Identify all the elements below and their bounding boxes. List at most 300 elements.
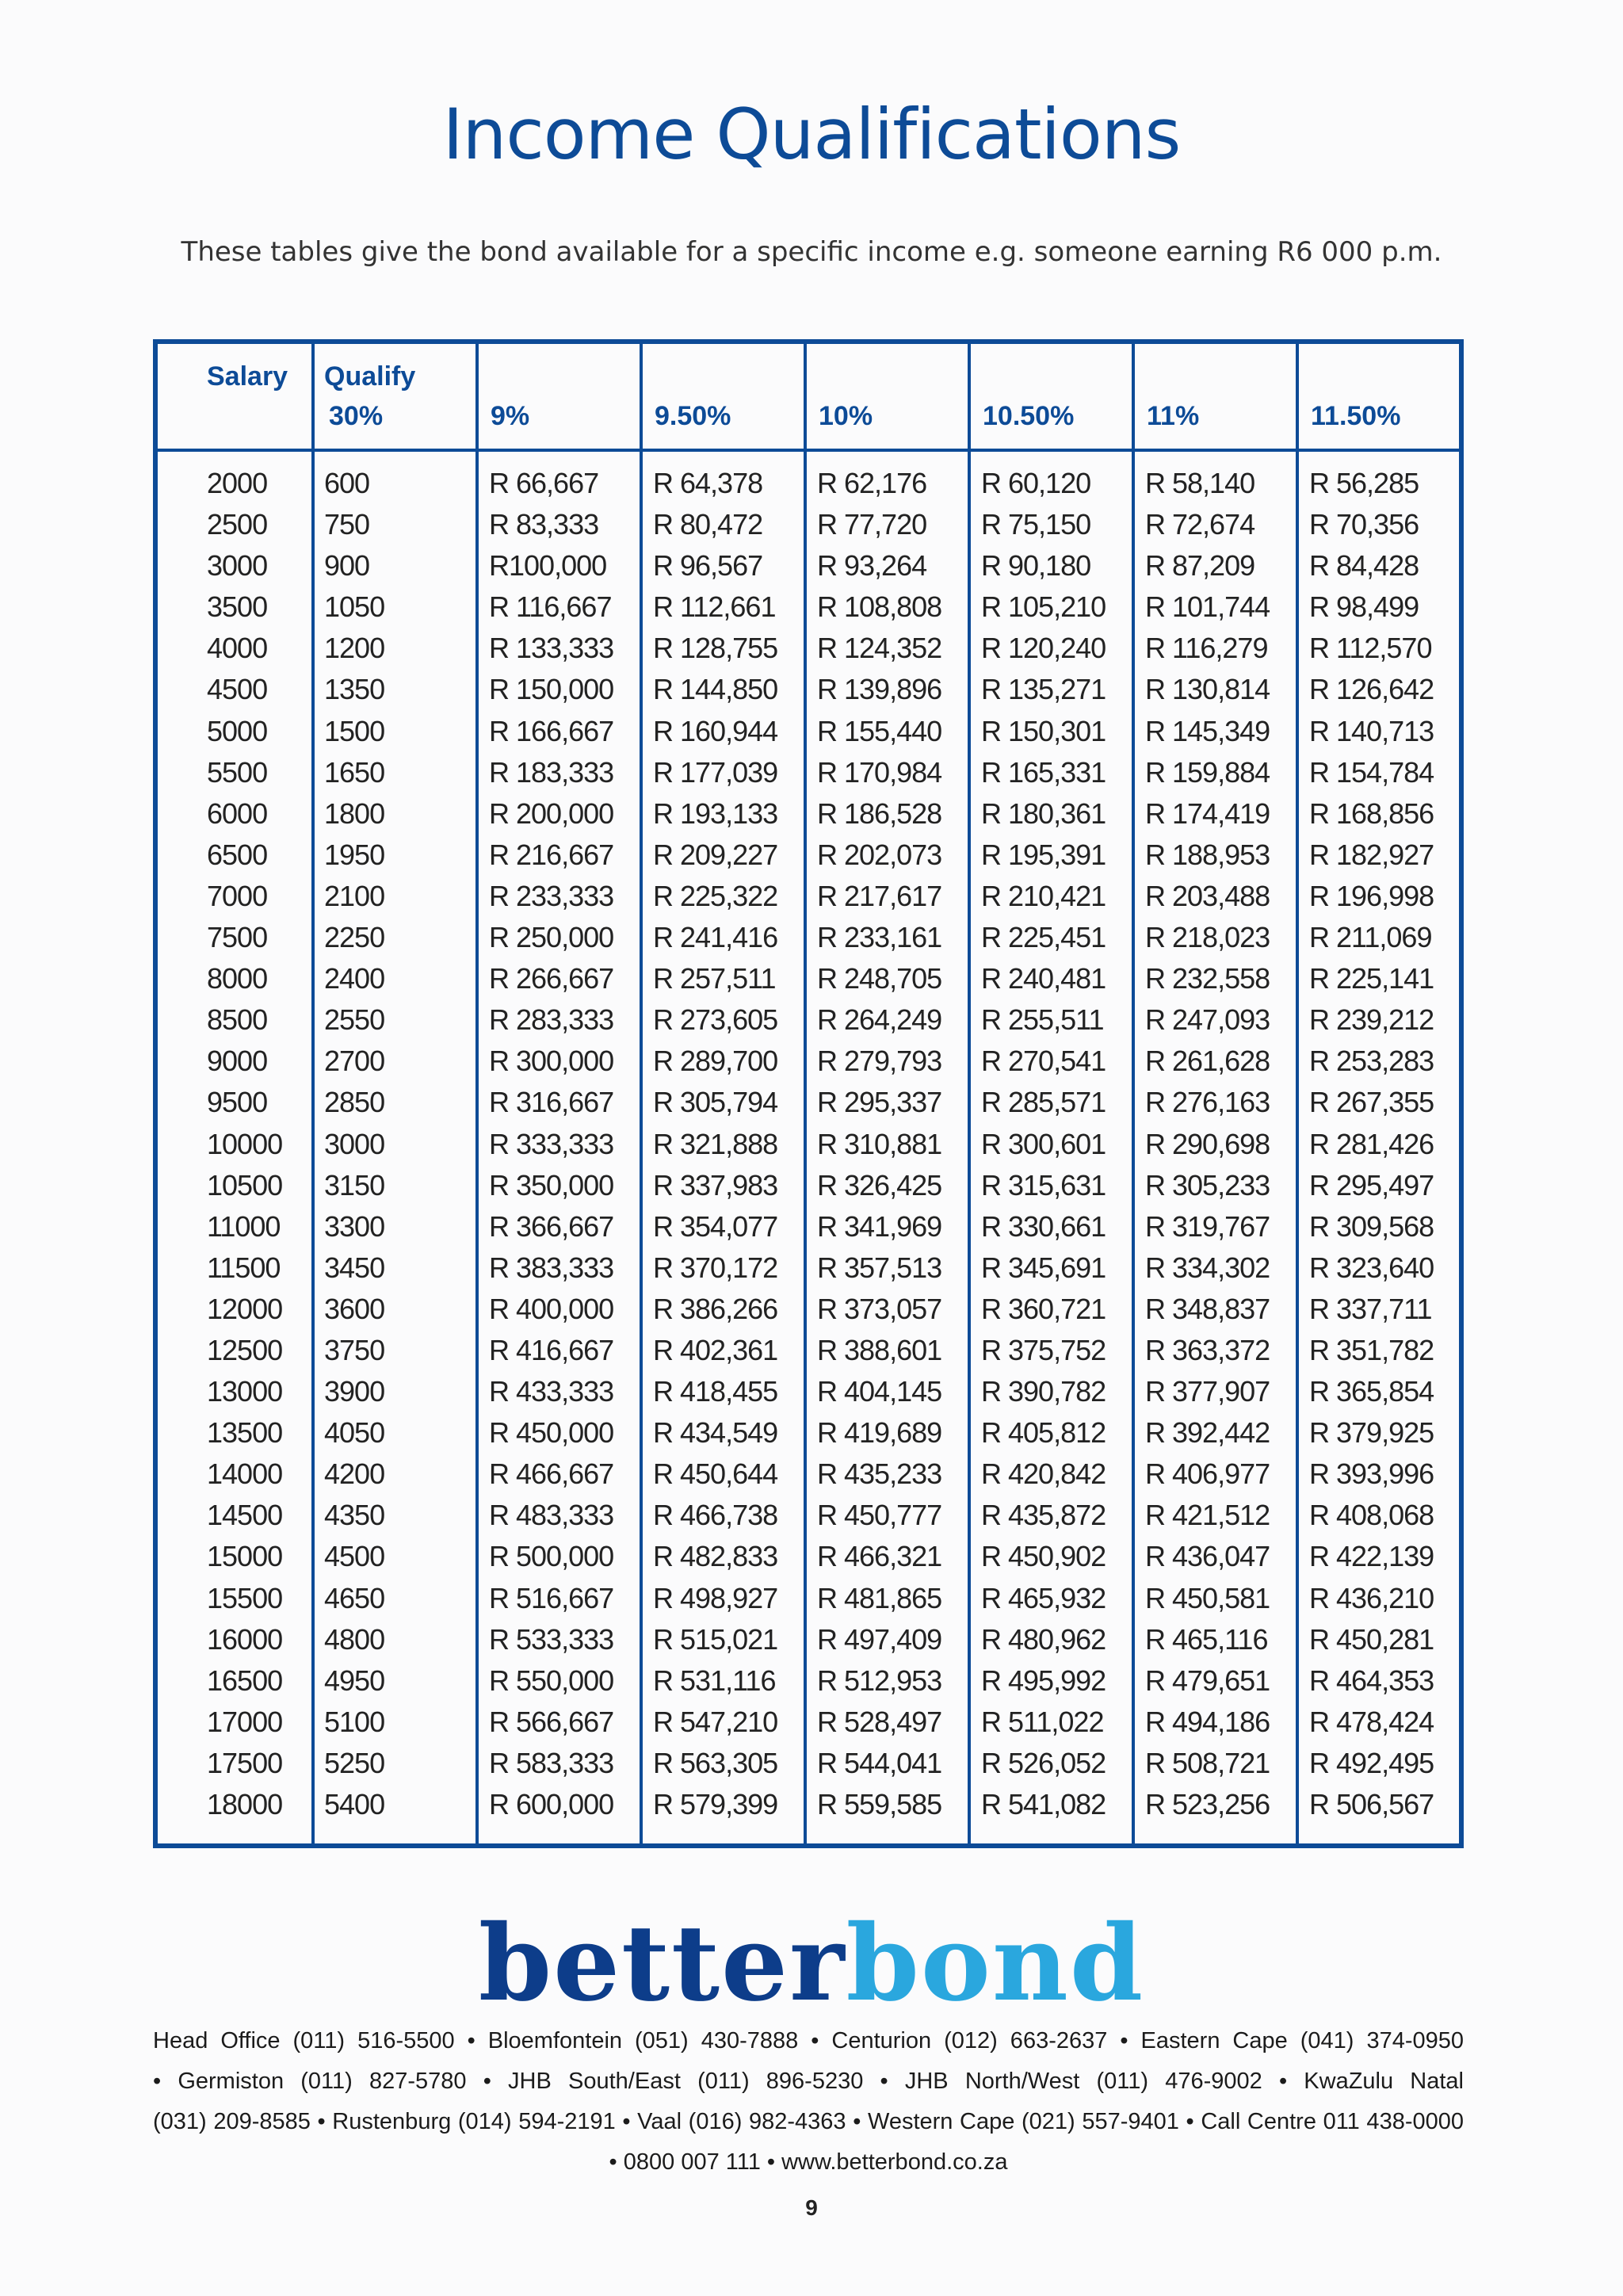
- qualify-cell: 1350: [324, 673, 385, 706]
- rate-9-cell: R 233,333: [489, 879, 614, 912]
- income-qualification-table: [153, 339, 1464, 1848]
- rate-11-cell: R 436,047: [1145, 1540, 1270, 1573]
- salary-cell: 15000: [207, 1540, 283, 1573]
- header-rate-10: 10%: [819, 401, 873, 431]
- rate-10-50-cell: R 330,661: [981, 1209, 1106, 1243]
- rate-11-cell: R 450,581: [1145, 1581, 1270, 1614]
- salary-cell: 10500: [207, 1168, 283, 1201]
- rate-9-50-cell: R 337,983: [653, 1168, 778, 1201]
- rate-11-50-cell: R 182,927: [1309, 838, 1434, 871]
- salary-cell: 16000: [207, 1622, 283, 1656]
- salary-cell: 5500: [207, 755, 268, 789]
- rate-10-50-cell: R 465,932: [981, 1581, 1106, 1614]
- qualify-cell: 900: [324, 549, 370, 583]
- salary-cell: 3000: [207, 549, 268, 583]
- table-row: [158, 1619, 1459, 1660]
- rate-11-50-cell: R 379,925: [1309, 1416, 1434, 1450]
- table-row: [158, 1247, 1459, 1289]
- rate-10-cell: R 279,793: [817, 1045, 942, 1078]
- table-row: [158, 463, 1459, 504]
- rate-10-cell: R 170,984: [817, 755, 942, 789]
- rate-11-cell: R 392,442: [1145, 1416, 1270, 1450]
- rate-11-50-cell: R 365,854: [1309, 1375, 1434, 1408]
- qualify-cell: 600: [324, 467, 370, 499]
- rate-9-cell: R 116,667: [489, 590, 612, 624]
- rate-9-cell: R 416,667: [489, 1333, 614, 1366]
- rate-10-cell: R 466,321: [817, 1540, 942, 1573]
- rate-9-cell: R 516,667: [489, 1581, 614, 1614]
- rate-9-50-cell: R 273,605: [653, 1003, 778, 1037]
- table-body: [158, 463, 1459, 1825]
- table-row: [158, 628, 1459, 669]
- rate-10-50-cell: R 480,962: [981, 1622, 1106, 1656]
- rate-9-50-cell: R 241,416: [653, 921, 778, 954]
- page-title: Income Qualifications: [442, 94, 1181, 175]
- rate-9-cell: R 483,333: [489, 1499, 614, 1532]
- qualify-cell: 3750: [324, 1333, 385, 1366]
- rate-11-50-cell: R 408,068: [1309, 1499, 1434, 1532]
- qualify-cell: 1650: [324, 755, 385, 789]
- rate-10-50-cell: R 120,240: [981, 632, 1106, 665]
- rate-11-50-cell: R 70,356: [1309, 508, 1419, 541]
- rate-11-50-cell: R 239,212: [1309, 1003, 1434, 1037]
- rate-10-cell: R 62,176: [817, 467, 927, 499]
- table-row: [158, 876, 1459, 917]
- rate-10-cell: R 357,513: [817, 1251, 942, 1284]
- rate-11-cell: R 508,721: [1145, 1746, 1270, 1779]
- qualify-cell: 1500: [324, 714, 385, 747]
- rate-11-cell: R 406,977: [1145, 1457, 1270, 1491]
- rate-10-50-cell: R 526,052: [981, 1746, 1106, 1779]
- rate-10-50-cell: R 495,992: [981, 1664, 1106, 1697]
- table-row: [158, 669, 1459, 710]
- rate-11-50-cell: R 422,139: [1309, 1540, 1434, 1573]
- rate-11-cell: R 116,279: [1145, 632, 1268, 665]
- rate-11-cell: R 276,163: [1145, 1086, 1270, 1119]
- rate-10-50-cell: R 90,180: [981, 549, 1091, 583]
- rate-10-cell: R 388,601: [817, 1333, 942, 1366]
- table-row: [158, 1082, 1459, 1123]
- header-rate-9-50: 9.50%: [655, 401, 731, 431]
- rate-9-cell: R 250,000: [489, 921, 614, 954]
- rate-11-cell: R 188,953: [1145, 838, 1270, 871]
- rate-10-cell: R 124,352: [817, 632, 942, 665]
- rate-10-cell: R 373,057: [817, 1292, 942, 1325]
- rate-9-50-cell: R 177,039: [653, 755, 778, 789]
- header-divider: [158, 449, 1459, 452]
- table-row: [158, 1578, 1459, 1619]
- salary-cell: 13000: [207, 1375, 283, 1408]
- rate-10-cell: R 481,865: [817, 1581, 942, 1614]
- rate-9-50-cell: R 80,472: [653, 508, 763, 541]
- salary-cell: 8500: [207, 1003, 268, 1037]
- rate-11-cell: R 377,907: [1145, 1375, 1270, 1408]
- rate-9-cell: R 283,333: [489, 1003, 614, 1037]
- rate-9-50-cell: R 482,833: [653, 1540, 778, 1573]
- rate-11-cell: R 261,628: [1145, 1045, 1270, 1078]
- rate-10-50-cell: R 511,022: [981, 1705, 1104, 1738]
- rate-10-cell: R 497,409: [817, 1622, 942, 1656]
- rate-9-50-cell: R 515,021: [653, 1622, 778, 1656]
- rate-10-50-cell: R 345,691: [981, 1251, 1106, 1284]
- qualify-cell: 4800: [324, 1622, 385, 1656]
- header-salary: Salary: [207, 361, 288, 392]
- qualify-cell: 2250: [324, 921, 385, 954]
- rate-9-50-cell: R 498,927: [653, 1581, 778, 1614]
- rate-10-50-cell: R 75,150: [981, 508, 1091, 541]
- rate-11-50-cell: R 393,996: [1309, 1457, 1434, 1491]
- salary-cell: 2500: [207, 508, 268, 541]
- rate-10-cell: R 326,425: [817, 1168, 942, 1201]
- rate-10-50-cell: R 150,301: [981, 714, 1106, 747]
- rate-11-cell: R 72,674: [1145, 508, 1255, 541]
- salary-cell: 16500: [207, 1664, 283, 1697]
- rate-10-50-cell: R 541,082: [981, 1788, 1106, 1820]
- rate-10-cell: R 310,881: [817, 1127, 942, 1160]
- rate-10-cell: R 435,233: [817, 1457, 942, 1491]
- rate-9-50-cell: R 225,322: [653, 879, 778, 912]
- rate-11-cell: R 218,023: [1145, 921, 1270, 954]
- rate-11-cell: R 203,488: [1145, 879, 1270, 912]
- page-subtitle: These tables give the bond available for a specific income e.g. someone earning R6 000 p.m.: [181, 236, 1442, 268]
- rate-10-cell: R 544,041: [817, 1746, 942, 1779]
- rate-10-cell: R 295,337: [817, 1086, 942, 1119]
- qualify-cell: 1200: [324, 632, 385, 665]
- table-row: [158, 1165, 1459, 1206]
- table-row: [158, 793, 1459, 835]
- rate-9-50-cell: R 354,077: [653, 1209, 778, 1243]
- rate-11-cell: R 101,744: [1145, 590, 1270, 624]
- rate-11-50-cell: R 196,998: [1309, 879, 1434, 912]
- rate-11-50-cell: R 506,567: [1309, 1788, 1434, 1820]
- betterbond-logo: [0, 1902, 1623, 2025]
- salary-cell: 11000: [207, 1209, 281, 1243]
- rate-10-50-cell: R 135,271: [981, 673, 1106, 706]
- rate-9-cell: R 350,000: [489, 1168, 614, 1201]
- rate-11-cell: R 87,209: [1145, 549, 1255, 583]
- rate-10-50-cell: R 60,120: [981, 467, 1091, 499]
- table-row: [158, 1289, 1459, 1330]
- rate-10-cell: R 155,440: [817, 714, 942, 747]
- rate-9-50-cell: R 160,944: [653, 714, 778, 747]
- table-row: [158, 835, 1459, 876]
- rate-11-cell: R 174,419: [1145, 797, 1270, 830]
- rate-11-cell: R 305,233: [1145, 1168, 1270, 1201]
- salary-cell: 17000: [207, 1705, 283, 1738]
- rate-11-50-cell: R 309,568: [1309, 1209, 1434, 1243]
- qualify-cell: 5250: [324, 1746, 385, 1779]
- rate-9-cell: R 216,667: [489, 838, 614, 871]
- rate-10-cell: R 93,264: [817, 549, 927, 583]
- table-row: [158, 1041, 1459, 1082]
- qualify-cell: 2550: [324, 1003, 385, 1037]
- rate-11-50-cell: R 98,499: [1309, 590, 1419, 624]
- qualify-cell: 5100: [324, 1705, 385, 1738]
- rate-11-50-cell: R 337,711: [1309, 1292, 1432, 1325]
- salary-cell: 9000: [207, 1045, 268, 1078]
- rate-9-50-cell: R 579,399: [653, 1788, 778, 1820]
- rate-10-50-cell: R 420,842: [981, 1457, 1106, 1491]
- header-qualify: Qualify: [324, 361, 416, 392]
- rate-9-50-cell: R 450,644: [653, 1457, 778, 1491]
- rate-11-50-cell: R 112,570: [1309, 632, 1432, 665]
- rate-11-50-cell: R 84,428: [1309, 549, 1419, 583]
- rate-11-cell: R 247,093: [1145, 1003, 1270, 1037]
- rate-11-50-cell: R 154,784: [1309, 755, 1434, 789]
- rate-10-cell: R 419,689: [817, 1416, 942, 1450]
- rate-11-50-cell: R 492,495: [1309, 1746, 1434, 1779]
- rate-9-50-cell: R 402,361: [653, 1333, 778, 1366]
- rate-11-cell: R 465,116: [1145, 1622, 1268, 1656]
- rate-11-50-cell: R 126,642: [1309, 673, 1434, 706]
- rate-9-cell: R 133,333: [489, 632, 614, 665]
- rate-9-50-cell: R 64,378: [653, 467, 763, 499]
- rate-11-cell: R 290,698: [1145, 1127, 1270, 1160]
- rate-10-50-cell: R 255,511: [981, 1003, 1104, 1037]
- rate-11-50-cell: R 253,283: [1309, 1045, 1434, 1078]
- rate-10-cell: R 512,953: [817, 1664, 942, 1697]
- salary-cell: 15500: [207, 1581, 283, 1614]
- rate-9-cell: R 533,333: [489, 1622, 614, 1656]
- rate-9-50-cell: R 386,266: [653, 1292, 778, 1325]
- footer-line: Head Office (011) 516-5500 • Bloemfontein (051) 430-7888 • Centurion (012) 663-2637 • Eastern Cape (041) 374-0950: [153, 2028, 1464, 2053]
- qualify-cell: 3600: [324, 1292, 385, 1325]
- rate-11-50-cell: R 295,497: [1309, 1168, 1434, 1201]
- qualify-cell: 4500: [324, 1540, 385, 1573]
- rate-10-50-cell: R 270,541: [981, 1045, 1106, 1078]
- table-row: [158, 999, 1459, 1041]
- qualify-cell: 5400: [324, 1788, 385, 1820]
- rate-9-50-cell: R 96,567: [653, 549, 763, 583]
- qualify-cell: 750: [324, 508, 370, 541]
- header-qualify-rate: 30%: [329, 401, 384, 431]
- rate-11-cell: R 494,186: [1145, 1705, 1270, 1738]
- rate-9-50-cell: R 321,888: [653, 1127, 778, 1160]
- rate-11-cell: R 421,512: [1145, 1499, 1270, 1532]
- rate-11-cell: R 319,767: [1145, 1209, 1270, 1243]
- rate-10-50-cell: R 195,391: [981, 838, 1106, 871]
- rate-10-50-cell: R 165,331: [981, 755, 1106, 789]
- qualify-cell: 2100: [324, 879, 385, 912]
- salary-cell: 17500: [207, 1746, 283, 1779]
- rate-10-50-cell: R 435,872: [981, 1499, 1106, 1532]
- rate-11-50-cell: R 281,426: [1309, 1127, 1434, 1160]
- table-row: [158, 711, 1459, 752]
- table-row: [158, 1495, 1459, 1536]
- qualify-cell: 4650: [324, 1581, 385, 1614]
- qualify-cell: 2850: [324, 1086, 385, 1119]
- rate-10-cell: R 202,073: [817, 838, 942, 871]
- table-row: [158, 917, 1459, 958]
- salary-cell: 5000: [207, 714, 268, 747]
- rate-9-cell: R 150,000: [489, 673, 614, 706]
- rate-9-cell: R 183,333: [489, 755, 614, 789]
- rate-10-50-cell: R 210,421: [981, 879, 1106, 912]
- rate-9-50-cell: R 531,116: [653, 1664, 776, 1697]
- table-row: [158, 752, 1459, 793]
- rate-9-cell: R 500,000: [489, 1540, 614, 1573]
- rate-10-50-cell: R 285,571: [981, 1086, 1106, 1119]
- header-rate-9: 9%: [491, 401, 530, 431]
- rate-9-cell: R 450,000: [489, 1416, 614, 1450]
- rate-10-50-cell: R 240,481: [981, 962, 1106, 995]
- qualify-cell: 2700: [324, 1045, 385, 1078]
- rate-9-cell: R 83,333: [489, 508, 599, 541]
- table-row: [158, 1743, 1459, 1784]
- table-row: [158, 1412, 1459, 1454]
- logo-text-bond: bond: [846, 1902, 1145, 2025]
- rate-10-cell: R 264,249: [817, 1003, 942, 1037]
- salary-cell: 13500: [207, 1416, 283, 1450]
- rate-9-cell: R 400,000: [489, 1292, 614, 1325]
- qualify-cell: 1050: [324, 590, 385, 624]
- rate-10-cell: R 341,969: [817, 1209, 942, 1243]
- rate-9-50-cell: R 128,755: [653, 632, 778, 665]
- rate-9-50-cell: R 289,700: [653, 1045, 778, 1078]
- rate-9-cell: R 583,333: [489, 1746, 614, 1779]
- rate-10-50-cell: R 225,451: [981, 921, 1106, 954]
- rate-9-cell: R 300,000: [489, 1045, 614, 1078]
- salary-cell: 2000: [207, 467, 268, 499]
- rate-10-cell: R 139,896: [817, 673, 942, 706]
- rate-11-50-cell: R 168,856: [1309, 797, 1434, 830]
- rate-10-50-cell: R 105,210: [981, 590, 1106, 624]
- contact-footer: [153, 2021, 1464, 2183]
- rate-11-cell: R 159,884: [1145, 755, 1270, 789]
- rate-9-cell: R 366,667: [489, 1209, 614, 1243]
- rate-9-cell: R 66,667: [489, 467, 599, 499]
- table-row: [158, 1454, 1459, 1495]
- footer-line: • Germiston (011) 827-5780 • JHB South/East (011) 896-5230 • JHB North/West (011) 476-9002 • KwaZulu Natal: [153, 2069, 1464, 2094]
- rate-11-50-cell: R 140,713: [1309, 714, 1434, 747]
- qualify-cell: 1950: [324, 838, 385, 871]
- rate-9-50-cell: R 370,172: [653, 1251, 778, 1284]
- footer-line: (031) 209-8585 • Rustenburg (014) 594-2191 • Vaal (016) 982-4363 • Western Cape (021) 557-9401 • Call Centre 011 438-0000: [153, 2109, 1464, 2134]
- rate-11-50-cell: R 478,424: [1309, 1705, 1434, 1738]
- rate-9-cell: R100,000: [489, 549, 607, 583]
- rate-10-50-cell: R 360,721: [981, 1292, 1106, 1325]
- rate-10-50-cell: R 450,902: [981, 1540, 1106, 1573]
- rate-9-cell: R 200,000: [489, 797, 614, 830]
- rate-9-50-cell: R 563,305: [653, 1746, 778, 1779]
- rate-11-cell: R 58,140: [1145, 467, 1255, 499]
- table-row: [158, 1702, 1459, 1743]
- salary-cell: 12000: [207, 1292, 283, 1325]
- rate-11-cell: R 145,349: [1145, 714, 1270, 747]
- salary-cell: 4500: [207, 673, 268, 706]
- rate-10-cell: R 217,617: [817, 879, 942, 912]
- qualify-cell: 4050: [324, 1416, 385, 1450]
- rate-9-cell: R 550,000: [489, 1664, 614, 1697]
- rate-9-50-cell: R 112,661: [653, 590, 776, 624]
- qualify-cell: 2400: [324, 962, 385, 995]
- rate-9-cell: R 166,667: [489, 714, 614, 747]
- rate-10-50-cell: R 315,631: [981, 1168, 1106, 1201]
- qualify-cell: 3150: [324, 1168, 385, 1201]
- rate-11-cell: R 523,256: [1145, 1788, 1270, 1820]
- table-row: [158, 1371, 1459, 1412]
- table-row: [158, 1536, 1459, 1577]
- rate-9-50-cell: R 305,794: [653, 1086, 778, 1119]
- table-row: [158, 1124, 1459, 1165]
- salary-cell: 11500: [207, 1251, 281, 1284]
- rate-11-cell: R 334,302: [1145, 1251, 1270, 1284]
- rate-11-50-cell: R 56,285: [1309, 467, 1419, 499]
- rate-9-cell: R 266,667: [489, 962, 614, 995]
- rate-10-50-cell: R 300,601: [981, 1127, 1106, 1160]
- salary-cell: 4000: [207, 632, 268, 665]
- rate-11-50-cell: R 436,210: [1309, 1581, 1434, 1614]
- rate-11-cell: R 232,558: [1145, 962, 1270, 995]
- rate-11-cell: R 130,814: [1145, 673, 1270, 706]
- header-rate-10-50: 10.50%: [983, 401, 1075, 431]
- rate-10-cell: R 233,161: [817, 921, 942, 954]
- rate-9-50-cell: R 418,455: [653, 1375, 778, 1408]
- table-row: [158, 1330, 1459, 1371]
- rate-10-cell: R 450,777: [817, 1499, 942, 1532]
- footer-line: • 0800 007 111 • www.betterbond.co.za: [609, 2149, 1008, 2175]
- rate-11-50-cell: R 267,355: [1309, 1086, 1434, 1119]
- qualify-cell: 3300: [324, 1209, 385, 1243]
- header-rate-11-50: 11.50%: [1311, 401, 1401, 431]
- rate-10-50-cell: R 180,361: [981, 797, 1106, 830]
- rate-10-cell: R 248,705: [817, 962, 942, 995]
- table-row: [158, 958, 1459, 999]
- rate-11-50-cell: R 211,069: [1309, 921, 1432, 954]
- rate-9-cell: R 600,000: [489, 1788, 614, 1820]
- qualify-cell: 4350: [324, 1499, 385, 1532]
- rate-11-cell: R 348,837: [1145, 1292, 1270, 1325]
- rate-9-cell: R 383,333: [489, 1251, 614, 1284]
- salary-cell: 9500: [207, 1086, 268, 1119]
- rate-9-cell: R 433,333: [489, 1375, 614, 1408]
- rate-10-cell: R 404,145: [817, 1375, 942, 1408]
- rate-10-cell: R 186,528: [817, 797, 942, 830]
- salary-cell: 14000: [207, 1457, 283, 1491]
- salary-cell: 7500: [207, 921, 268, 954]
- salary-cell: 6000: [207, 797, 268, 830]
- qualify-cell: 3450: [324, 1251, 385, 1284]
- rate-9-cell: R 316,667: [489, 1086, 614, 1119]
- rate-10-cell: R 77,720: [817, 508, 927, 541]
- rate-11-50-cell: R 351,782: [1309, 1333, 1434, 1366]
- salary-cell: 3500: [207, 590, 268, 624]
- salary-cell: 10000: [207, 1127, 283, 1160]
- rate-9-50-cell: R 193,133: [653, 797, 778, 830]
- rate-10-cell: R 528,497: [817, 1705, 942, 1738]
- rate-9-50-cell: R 434,549: [653, 1416, 778, 1450]
- salary-cell: 6500: [207, 838, 268, 871]
- salary-cell: 14500: [207, 1499, 283, 1532]
- table-row: [158, 1660, 1459, 1702]
- rate-9-50-cell: R 257,511: [653, 962, 776, 995]
- rate-11-50-cell: R 450,281: [1309, 1622, 1434, 1656]
- rate-11-50-cell: R 464,353: [1309, 1664, 1434, 1697]
- rate-10-50-cell: R 375,752: [981, 1333, 1106, 1366]
- table-row: [158, 1784, 1459, 1825]
- qualify-cell: 3000: [324, 1127, 385, 1160]
- rate-10-cell: R 559,585: [817, 1788, 942, 1820]
- qualify-cell: 4950: [324, 1664, 385, 1697]
- rate-11-50-cell: R 225,141: [1309, 962, 1434, 995]
- rate-10-50-cell: R 405,812: [981, 1416, 1106, 1450]
- rate-9-50-cell: R 466,738: [653, 1499, 778, 1532]
- page-number: 9: [805, 2195, 818, 2220]
- rate-9-cell: R 466,667: [489, 1457, 614, 1491]
- rate-9-cell: R 566,667: [489, 1705, 614, 1738]
- table-row: [158, 1206, 1459, 1247]
- salary-cell: 12500: [207, 1333, 283, 1366]
